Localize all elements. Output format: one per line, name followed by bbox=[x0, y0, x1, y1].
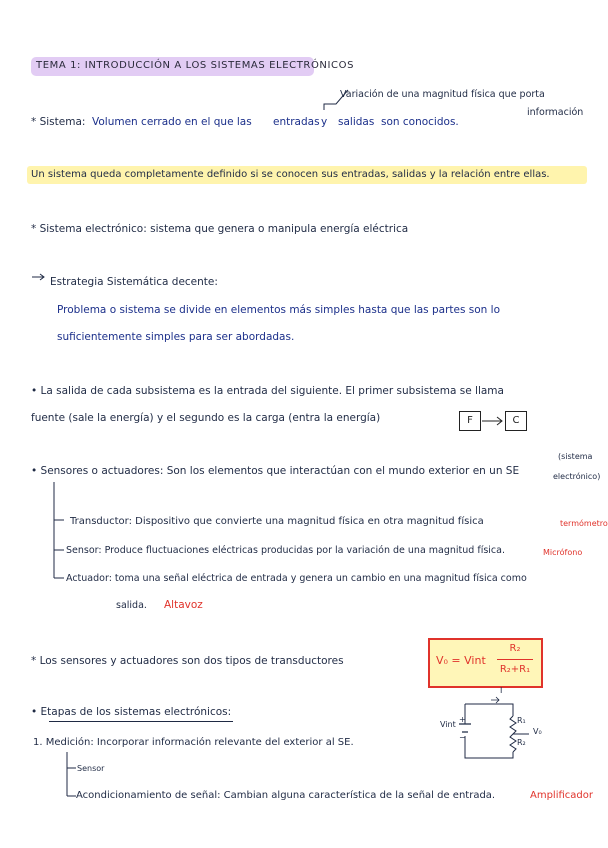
sistema-def-salidas: salidas bbox=[338, 116, 375, 128]
estrategia-heading: Estrategia Sistemática decente: bbox=[50, 276, 218, 288]
actuador-def-line2: salida. bbox=[116, 600, 147, 611]
subsistema-line1: • La salida de cada subsistema es la entrada del siguiente. El primer subsistema se llama bbox=[31, 385, 504, 397]
sistema-def-part2: son conocidos. bbox=[381, 116, 459, 128]
etapas-heading: • Etapas de los sistemas electrónicos: bbox=[31, 706, 232, 718]
sensor-def: Sensor: Produce fluctuaciones eléctricas producidas por la variación de una magnitud física. bbox=[66, 545, 505, 556]
estrategia-line1: Problema o sistema se divide en elementos más simples hasta que las partes son lo bbox=[57, 304, 501, 316]
sistema-def-entradas: entradas bbox=[273, 116, 320, 128]
se-note-line2: electrónico) bbox=[553, 472, 601, 481]
magnitude-note-line2: información bbox=[527, 107, 584, 118]
tipos-transductores: * Los sensores y actuadores son dos tipos de transductores bbox=[31, 655, 344, 667]
sensor-example: Micrófono bbox=[543, 548, 583, 557]
transductor-example: termómetro bbox=[560, 519, 608, 528]
circuit-r1-label: R₁ bbox=[517, 716, 526, 725]
sistema-def-part1: Volumen cerrado en el que las bbox=[92, 116, 252, 128]
flow-arrow-icon bbox=[481, 414, 505, 428]
actuador-example: Altavoz bbox=[164, 599, 203, 611]
formula-denominator: R₂+R₁ bbox=[499, 664, 531, 675]
definition-sentence: Un sistema queda completamente definido si se conocen sus entradas, salidas y la relación entre ellas. bbox=[31, 169, 550, 180]
formula-numerator: R₂ bbox=[509, 643, 521, 654]
sensores-line: • Sensores o actuadores: Son los elementos que interactúan con el mundo exterior en un SE bbox=[31, 465, 520, 477]
page-title: TEMA 1: INTRODUCCIÓN A LOS SISTEMAS ELECTRÓNICOS bbox=[36, 60, 355, 71]
circuit-vo-label: V₀ bbox=[533, 727, 542, 736]
etapa-acondicionamiento-example: Amplificador bbox=[530, 790, 593, 801]
etapa-acondicionamiento: Acondicionamiento de señal: Cambian alguna característica de la señal de entrada. bbox=[76, 790, 496, 801]
circuit-plus: + bbox=[459, 715, 466, 724]
fraction-bar bbox=[497, 659, 533, 660]
fuente-box: F bbox=[459, 411, 481, 431]
magnitude-note-line1: Variación de una magnitud física que porta bbox=[340, 89, 545, 100]
se-note-line1: (sistema bbox=[558, 452, 593, 461]
etapa-sensor: Sensor bbox=[77, 764, 105, 773]
subsistema-line2: fuente (sale la energía) y el segundo es la carga (entra la energía) bbox=[31, 412, 381, 424]
arrow-icon bbox=[31, 272, 47, 282]
etapa-medicion: 1. Medición: Incorporar información relevante del exterior al SE. bbox=[33, 737, 354, 748]
sistema-label: * Sistema: bbox=[31, 116, 86, 128]
sistema-electronico: * Sistema electrónico: sistema que genera o manipula energía eléctrica bbox=[31, 223, 409, 235]
circuit-minus: − bbox=[459, 733, 466, 742]
formula-lhs: V₀ = Vint bbox=[436, 654, 486, 667]
voltage-divider-circuit bbox=[455, 696, 545, 766]
sistema-def-y: y bbox=[321, 116, 328, 128]
actuador-def-line1: Actuador: toma una señal eléctrica de entrada y genera un cambio en una magnitud física como bbox=[66, 573, 527, 584]
circuit-current-label: I bbox=[500, 686, 503, 695]
transductor-def: Transductor: Dispositivo que convierte una magnitud física en otra magnitud física bbox=[70, 516, 484, 527]
carga-box: C bbox=[505, 411, 527, 431]
circuit-vint-label: Vint bbox=[440, 720, 456, 729]
circuit-r2-label: R₂ bbox=[517, 738, 526, 747]
etapas-underline bbox=[49, 721, 233, 722]
estrategia-line2: suficientemente simples para ser abordadas. bbox=[57, 331, 295, 343]
